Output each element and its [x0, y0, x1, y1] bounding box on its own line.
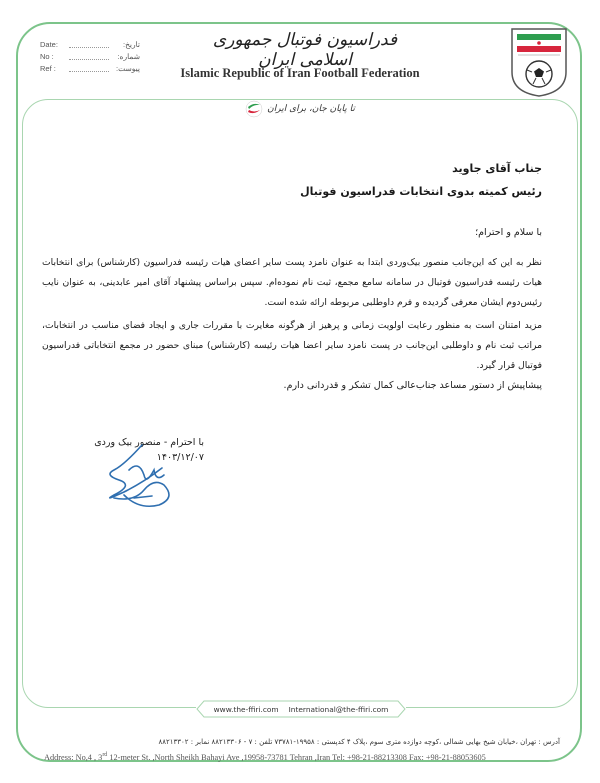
body-paragraph: مزید امتنان است به منظور رعایت اولویت زمانی و پرهیز از هرگونه مغایرت با مقررات جاری و ایجاد فضای مناسب در انتخابات، مراتب ثبت نام و داوطلبی این‌جانب در پست نامزد سایر اعضا هیات رئیسه (کارشناس) مبنای حضور در مجمع انتخاباتی فدراسیون فوتبال قرار گیرد. [42, 320, 542, 371]
web-contact-badge [196, 700, 406, 718]
closing-line: پیشاپیش از دستور مساعد جناب‌عالی کمال تشکر و قدردانی دارم. [283, 380, 542, 391]
meta-date-label-fa: تاریخ: [122, 39, 140, 49]
website-link[interactable]: www.the-ffiri.com [213, 704, 279, 714]
handwritten-signature-icon [84, 440, 184, 515]
meta-date-field [69, 41, 109, 48]
signature-date: ۱۴۰۳/۱۲/۰۷ [156, 452, 204, 463]
meta-ref-row [40, 62, 140, 74]
meta-number-row [40, 50, 140, 62]
header-title-en: Islamic Republic of Iran Football Federation [180, 66, 420, 80]
meta-ref-field [69, 65, 109, 72]
recipient-name: جناب آقای جاوید [452, 162, 542, 175]
footer-address-en-sup: rd [102, 752, 108, 758]
email-link[interactable]: International@the-ffiri.com [288, 704, 389, 714]
meta-ref-label-fa: پیوست: [116, 63, 140, 73]
signature-line: با احترام - منصور بیک وردی [94, 437, 204, 448]
flag-swoosh-icon [245, 100, 263, 118]
meta-number-label-fa: شماره: [117, 51, 140, 61]
header-title-fa: فدراسیون فوتبال جمهوری اسلامی ایران [212, 30, 398, 70]
federation-logo-icon [508, 26, 570, 98]
footer-address-fa: آدرس : تهران ،خیابان شیخ بهایی شمالی ،کوچه دوازده متری سوم ،پلاک ۴ کدپستی : ۱۹۹۵۸-۷۳۷۸۱ تلفن : ۷ - ۸۸۲۱۳۳۰۶ نمابر : ۸۸۲۱۳۳۰۲ [158, 738, 560, 746]
meta-number-field [69, 53, 109, 60]
greeting: با سلام و احترام؛ [475, 227, 542, 238]
letter-meta-fields [40, 38, 140, 74]
meta-date-row [40, 38, 140, 50]
body-paragraph: نظر به این که این‌جانب منصور بیک‌وردی ابتدا به عنوان نامزد پست سایر اعضای هیات رئیسه فدراسیون (کارشناس) برای انتخابات هیات رئیسه فدراسیون فوتبال در سامانه سامع مجمع، ثبت نام نمودەام. سپس براساس پیشنهاد آقای امیر عابدینی، به عنوان نایب رئیس‌دوم ایشان معرفی گردیده و فرم داوطلبی مربوطه ارائه شده است. [42, 257, 542, 308]
recipient-title: رئیس کمیته بدوی انتخابات فدراسیون فوتبال [300, 185, 542, 198]
slogan [230, 98, 370, 120]
meta-number-label-en: No : [40, 51, 54, 61]
meta-ref-label-en: Ref : [40, 63, 56, 73]
footer-address-en [44, 752, 564, 762]
footer-address-en-prefix: Address: No,4 , 3 [44, 752, 103, 762]
slogan-text: تا پایان جان، برای ایران [267, 104, 355, 114]
meta-date-label-en: Date: [40, 39, 58, 49]
footer-address-en-suffix: 12-meter St. ,North Sheikh Bahayi Ave ,19958-73781 Tehran ,Iran Tel: +98-21-88213308 Fax: +98-21-88053605 [107, 752, 486, 762]
